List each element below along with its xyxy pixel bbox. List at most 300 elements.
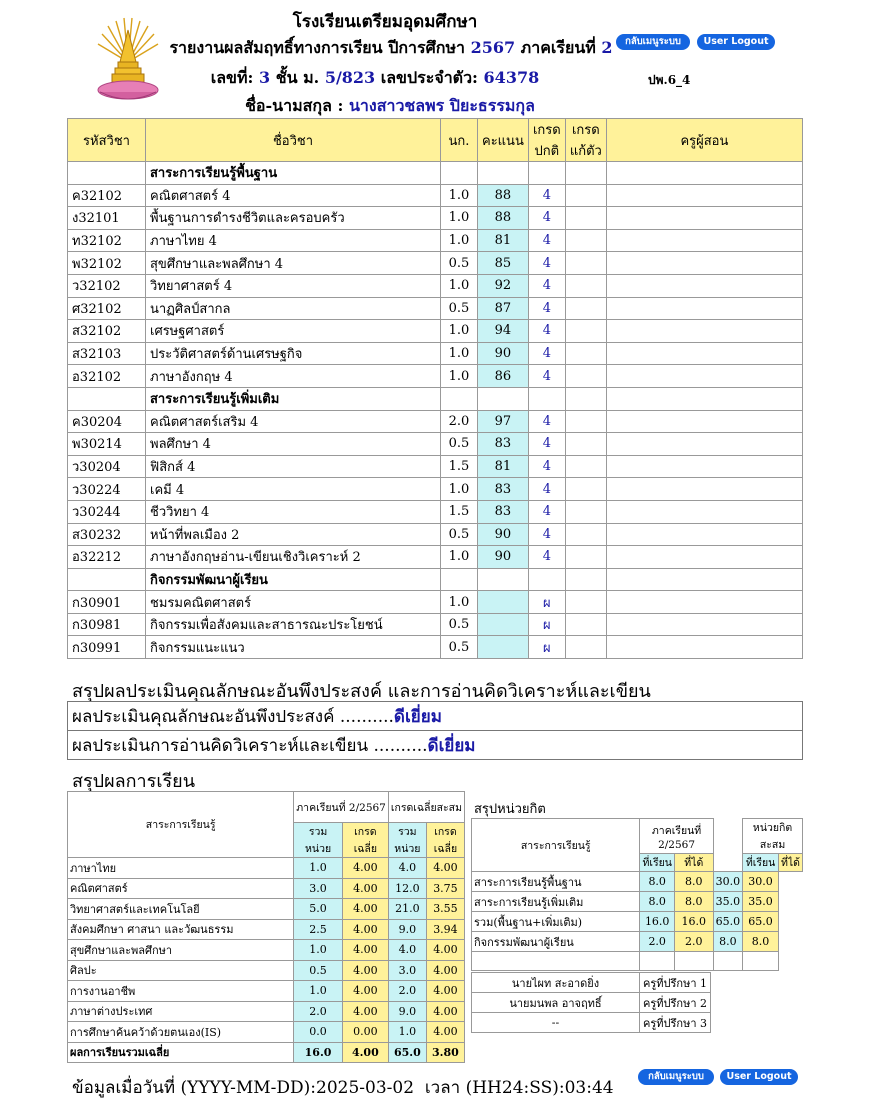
subject-credit: 1.0 — [441, 207, 478, 230]
subject-code: ส32102 — [68, 320, 146, 343]
subject-name: คณิตศาสตร์ 4 — [146, 184, 441, 207]
summary-row — [68, 981, 465, 1002]
subject-teacher — [606, 274, 802, 297]
id-value: 64378 — [483, 68, 540, 87]
summary-area: ภาษาต่างประเทศ — [68, 1001, 294, 1022]
subject-code: ก30901 — [68, 591, 146, 614]
subject-code: ศ32102 — [68, 297, 146, 320]
time-value: 03:44 — [564, 1078, 614, 1098]
units-title: สรุปหน่วยกิต — [474, 802, 546, 817]
summary-units-term: 3.0 — [294, 878, 343, 899]
academic-year: 2567 — [470, 38, 516, 57]
units-get-cum: 30.0 — [743, 872, 779, 892]
subject-grade: 4 — [528, 207, 565, 230]
subject-grade: 4 — [528, 478, 565, 501]
table-row — [68, 478, 803, 501]
summary-gpa-term: 4.00 — [342, 1001, 388, 1022]
table-row — [68, 636, 803, 659]
units-get-cum: 8.0 — [743, 932, 779, 952]
summary-units-cum: 3.0 — [388, 960, 426, 981]
summary-row — [68, 1022, 465, 1043]
subject-score: 97 — [478, 410, 529, 433]
summary-gpa-cum: 3.75 — [426, 878, 464, 899]
subject-score: 90 — [478, 342, 529, 365]
report-prefix: รายงานผลสัมฤทธิ์ทางการเรียน ปีการศึกษา — [169, 38, 465, 57]
back-to-menu-button-bottom[interactable]: กลับเมนูระบบ — [638, 1069, 714, 1085]
units-get-cum: 65.0 — [743, 912, 779, 932]
units-study-term: 8.0 — [640, 872, 674, 892]
summary-row — [68, 899, 465, 920]
summary-gpa-cum: 3.80 — [426, 1042, 464, 1063]
subject-credit: 0.5 — [441, 613, 478, 636]
summary-total-row — [68, 1042, 465, 1063]
col-teacher: ครูผู้สอน — [606, 119, 802, 162]
summary-row — [68, 919, 465, 940]
col-code: รหัสวิชา — [68, 119, 146, 162]
back-to-menu-button[interactable]: กลับเมนูระบบ — [616, 34, 690, 50]
subject-score: 92 — [478, 274, 529, 297]
number-label: เลขที่: — [210, 68, 254, 87]
advisor-name: นายมนพล อาจฤทธิ์ — [472, 993, 640, 1013]
subject-credit: 1.5 — [441, 455, 478, 478]
subject-score: 81 — [478, 229, 529, 252]
subject-teacher — [606, 365, 802, 388]
table-row — [68, 365, 803, 388]
evaluation-box — [67, 701, 803, 760]
subject-name: ชมรมคณิตศาสตร์ — [146, 591, 441, 614]
summary-units-term: 0.5 — [294, 960, 343, 981]
subject-teacher — [606, 252, 802, 275]
sum-col-term: ภาคเรียนที่ 2/2567 — [294, 792, 389, 823]
subject-name: กิจกรรมแนะแนว — [146, 636, 441, 659]
date-value: 2025-03-02 — [316, 1078, 415, 1098]
units-get-term: 2.0 — [674, 932, 713, 952]
reading-value: ดีเยี่ยม — [427, 735, 476, 756]
subject-grade: 4 — [528, 297, 565, 320]
summary-row — [68, 878, 465, 899]
subject-teacher — [606, 207, 802, 230]
subject-credit: 1.0 — [441, 546, 478, 569]
section-row — [68, 387, 803, 410]
subject-score: 90 — [478, 523, 529, 546]
subject-grade: 4 — [528, 455, 565, 478]
term-label: ภาคเรียนที่ — [520, 38, 596, 57]
table-row — [68, 297, 803, 320]
subject-score: 86 — [478, 365, 529, 388]
subject-teacher — [606, 320, 802, 343]
subject-regrade — [565, 207, 606, 230]
subject-grade: 4 — [528, 342, 565, 365]
advisor-row — [472, 973, 711, 993]
subject-score: 94 — [478, 320, 529, 343]
subject-regrade — [565, 229, 606, 252]
summary-gpa-cum: 3.55 — [426, 899, 464, 920]
number-value: 3 — [259, 68, 271, 87]
summary-gpa-term: 4.00 — [342, 1042, 388, 1063]
subject-teacher — [606, 184, 802, 207]
subject-regrade — [565, 500, 606, 523]
subject-regrade — [565, 523, 606, 546]
student-info — [200, 66, 550, 91]
subject-credit: 0.5 — [441, 252, 478, 275]
subject-name: เคมี 4 — [146, 478, 441, 501]
summary-gpa-term: 4.00 — [342, 981, 388, 1002]
subject-grade: ผ — [528, 613, 565, 636]
units-study-term: 2.0 — [640, 932, 674, 952]
grades-table — [67, 118, 803, 659]
subject-teacher — [606, 636, 802, 659]
subject-grade: 4 — [528, 433, 565, 456]
subject-grade: 4 — [528, 523, 565, 546]
subject-name: ภาษาอังกฤษอ่าน-เขียนเชิงวิเคราะห์ 2 — [146, 546, 441, 569]
subject-teacher — [606, 478, 802, 501]
subject-code: ส30232 — [68, 523, 146, 546]
subject-regrade — [565, 252, 606, 275]
subject-name: วิทยาศาสตร์ 4 — [146, 274, 441, 297]
form-code: ปพ.6_4 — [648, 73, 691, 87]
subject-regrade — [565, 433, 606, 456]
subject-regrade — [565, 184, 606, 207]
subject-grade: 4 — [528, 410, 565, 433]
units-study-term: 16.0 — [640, 912, 674, 932]
summary-row — [68, 858, 465, 879]
term-value: 2 — [601, 38, 613, 57]
summary-units-cum: 9.0 — [388, 1001, 426, 1022]
units-col-cum: หน่วยกิตสะสม — [743, 819, 803, 854]
subject-code: ว30244 — [68, 500, 146, 523]
units-study-cum: 35.0 — [713, 892, 743, 912]
sum-sub-gpa: เกรดเฉลี่ย — [342, 823, 388, 858]
subject-teacher — [606, 433, 802, 456]
subject-credit: 0.5 — [441, 433, 478, 456]
summary-gpa-cum: 4.00 — [426, 1022, 464, 1043]
table-row — [68, 274, 803, 297]
units-study-term: 8.0 — [640, 892, 674, 912]
subject-credit: 1.0 — [441, 274, 478, 297]
units-row — [472, 872, 803, 892]
table-row — [68, 500, 803, 523]
units-get-term: 16.0 — [674, 912, 713, 932]
summary-units-term: 2.0 — [294, 1001, 343, 1022]
units-area: กิจกรรมพัฒนาผู้เรียน — [472, 932, 640, 952]
logout-button-bottom[interactable]: User Logout — [720, 1069, 798, 1085]
units-area: สาระการเรียนรู้พื้นฐาน — [472, 872, 640, 892]
subject-regrade — [565, 455, 606, 478]
sum-sub-gpa-cum: เกรดเฉลี่ย — [426, 823, 464, 858]
subject-score: 81 — [478, 455, 529, 478]
subject-credit: 0.5 — [441, 523, 478, 546]
subject-teacher — [606, 591, 802, 614]
student-name-line — [230, 94, 550, 119]
summary-gpa-cum: 4.00 — [426, 940, 464, 961]
subject-grade: 4 — [528, 546, 565, 569]
trait-value: ดีเยี่ยม — [393, 706, 442, 727]
subject-regrade — [565, 636, 606, 659]
subject-regrade — [565, 320, 606, 343]
summary-area: ศิลปะ — [68, 960, 294, 981]
subject-name: ภาษาอังกฤษ 4 — [146, 365, 441, 388]
summary-area: ภาษาไทย — [68, 858, 294, 879]
sum-sub-units-cum: รวมหน่วย — [388, 823, 426, 858]
summary-units-cum: 9.0 — [388, 919, 426, 940]
units-sub-study: ที่เรียน — [640, 854, 674, 872]
subject-grade: 4 — [528, 365, 565, 388]
subject-code: ท32102 — [68, 229, 146, 252]
table-row — [68, 433, 803, 456]
subject-score: 88 — [478, 184, 529, 207]
table-row — [68, 184, 803, 207]
subject-score — [478, 591, 529, 614]
summary-gpa-cum: 4.00 — [426, 1001, 464, 1022]
subject-name: ประวัติศาสตร์ด้านเศรษฐกิจ — [146, 342, 441, 365]
report-title — [166, 36, 616, 61]
time-label: เวลา (HH24:SS): — [424, 1078, 565, 1098]
subject-grade: 4 — [528, 500, 565, 523]
units-row — [472, 932, 803, 952]
subject-regrade — [565, 342, 606, 365]
date-label: ข้อมูลเมื่อวันที่ (YYYY-MM-DD): — [72, 1078, 317, 1098]
subject-name: กิจกรรมเพื่อสังคมและสาธารณะประโยชน์ — [146, 613, 441, 636]
units-get-term: 8.0 — [674, 892, 713, 912]
subject-score: 83 — [478, 500, 529, 523]
units-col-area: สาระการเรียนรู้ — [472, 819, 640, 872]
subject-credit: 2.0 — [441, 410, 478, 433]
units-blank — [472, 952, 640, 971]
class-value: 5/823 — [324, 68, 376, 87]
table-row — [68, 229, 803, 252]
summary-area: การงานอาชีพ — [68, 981, 294, 1002]
section-row — [68, 162, 803, 185]
summary-units-cum: 1.0 — [388, 1022, 426, 1043]
summary-units-term: 0.0 — [294, 1022, 343, 1043]
subject-name: เศรษฐศาสตร์ — [146, 320, 441, 343]
subject-name: พื้นฐานการดำรงชีวิตและครอบครัว — [146, 207, 441, 230]
subject-code: ส32103 — [68, 342, 146, 365]
table-row — [68, 546, 803, 569]
units-study-cum: 8.0 — [713, 932, 743, 952]
summary-gpa-term: 4.00 — [342, 899, 388, 920]
summary-gpa-term: 4.00 — [342, 878, 388, 899]
subject-teacher — [606, 613, 802, 636]
table-row — [68, 342, 803, 365]
table-row — [68, 523, 803, 546]
subject-score: 83 — [478, 433, 529, 456]
subject-teacher — [606, 523, 802, 546]
subject-score — [478, 613, 529, 636]
summary-units-cum: 4.0 — [388, 940, 426, 961]
subject-name: พลศึกษา 4 — [146, 433, 441, 456]
summary-units-cum: 2.0 — [388, 981, 426, 1002]
summary-gpa-cum: 4.00 — [426, 960, 464, 981]
summary-area: การศึกษาค้นคว้าด้วยตนเอง(IS) — [68, 1022, 294, 1043]
subject-credit: 1.0 — [441, 342, 478, 365]
sum-sub-units: รวมหน่วย — [294, 823, 343, 858]
subject-code: อ32212 — [68, 546, 146, 569]
section-row — [68, 568, 803, 591]
units-row — [472, 892, 803, 912]
subject-credit: 0.5 — [441, 636, 478, 659]
reading-label: ผลประเมินการอ่านคิดวิเคราะห์และเขียน .......... — [72, 735, 428, 756]
col-regrade: เกรด แก้ตัว — [565, 119, 606, 162]
sum-col-area: สาระการเรียนรู้ — [68, 792, 294, 858]
section-title: สาระการเรียนรู้เพิ่มเติม — [146, 387, 441, 410]
subject-code: ค32102 — [68, 184, 146, 207]
units-get-cum: 35.0 — [743, 892, 779, 912]
subject-credit: 1.0 — [441, 591, 478, 614]
subject-code: ค30204 — [68, 410, 146, 433]
summary-units-term: 1.0 — [294, 858, 343, 879]
subject-code: ง32101 — [68, 207, 146, 230]
grades-header-row — [68, 119, 803, 162]
section-title: กิจกรรมพัฒนาผู้เรียน — [146, 568, 441, 591]
table-row — [68, 455, 803, 478]
summary-row — [68, 960, 465, 981]
subject-score — [478, 636, 529, 659]
subject-teacher — [606, 500, 802, 523]
sum-col-cum: เกรดเฉลี่ยสะสม — [388, 792, 464, 823]
subject-credit: 1.0 — [441, 365, 478, 388]
footer-timestamp — [72, 1074, 614, 1101]
subject-grade: 4 — [528, 229, 565, 252]
subject-credit: 1.5 — [441, 500, 478, 523]
subject-regrade — [565, 546, 606, 569]
summary-area: คณิตศาสตร์ — [68, 878, 294, 899]
subject-grade: ผ — [528, 591, 565, 614]
summary-area: ผลการเรียนรวมเฉลี่ย — [68, 1042, 294, 1063]
advisor-row — [472, 1013, 711, 1033]
school-logo — [88, 16, 168, 108]
advisor-name: นายไผท สะอาดยิ่ง — [472, 973, 640, 993]
table-row — [68, 591, 803, 614]
subject-code: ว32102 — [68, 274, 146, 297]
advisor-role: ครูที่ปรึกษา 2 — [640, 993, 711, 1013]
summary-gpa-cum: 4.00 — [426, 858, 464, 879]
summary-units-cum: 65.0 — [388, 1042, 426, 1063]
summary-units-cum: 4.0 — [388, 858, 426, 879]
subject-code: ว30224 — [68, 478, 146, 501]
subject-code: ก30991 — [68, 636, 146, 659]
summary-units-term: 16.0 — [294, 1042, 343, 1063]
table-row — [68, 613, 803, 636]
reading-evaluation — [68, 731, 803, 760]
summary-gpa-term: 4.00 — [342, 919, 388, 940]
subject-grade: 4 — [528, 252, 565, 275]
section-title: สาระการเรียนรู้พื้นฐาน — [146, 162, 441, 185]
class-label: ชั้น ม. — [275, 68, 320, 87]
col-score: คะแนน — [478, 119, 529, 162]
summary-units-term: 1.0 — [294, 981, 343, 1002]
subject-regrade — [565, 365, 606, 388]
subject-code: พ30214 — [68, 433, 146, 456]
subject-name: ภาษาไทย 4 — [146, 229, 441, 252]
summary-units-term: 5.0 — [294, 899, 343, 920]
id-label: เลขประจำตัว: — [380, 68, 478, 87]
subject-teacher — [606, 342, 802, 365]
summary-row — [68, 1001, 465, 1022]
subject-regrade — [565, 591, 606, 614]
summary-gpa-term: 0.00 — [342, 1022, 388, 1043]
trait-label: ผลประเมินคุณลักษณะอันพึงประสงค์ .......... — [72, 706, 394, 727]
units-col-term: ภาคเรียนที่ 2/2567 — [640, 819, 713, 854]
subject-credit: 1.0 — [441, 184, 478, 207]
subject-name: ชีววิทยา 4 — [146, 500, 441, 523]
subject-teacher — [606, 297, 802, 320]
units-get-term: 8.0 — [674, 872, 713, 892]
summary-gpa-cum: 3.94 — [426, 919, 464, 940]
student-name: นางสาวชลพร ปิยะธรรมกุล — [348, 96, 535, 115]
units-area: สาระการเรียนรู้เพิ่มเติม — [472, 892, 640, 912]
summary-units-cum: 12.0 — [388, 878, 426, 899]
advisor-row — [472, 993, 711, 1013]
evaluation-title: สรุปผลประเมินคุณลักษณะอันพึงประสงค์ และการอ่านคิดวิเคราะห์และเขียน — [72, 681, 651, 702]
units-table — [471, 818, 803, 971]
grade-summary-table — [67, 791, 465, 1063]
subject-regrade — [565, 297, 606, 320]
subject-teacher — [606, 410, 802, 433]
table-row — [68, 252, 803, 275]
units-sub-study-cum: ที่เรียน — [743, 854, 779, 872]
subject-credit: 1.0 — [441, 229, 478, 252]
subject-credit: 1.0 — [441, 320, 478, 343]
subject-credit: 0.5 — [441, 297, 478, 320]
subject-grade: 4 — [528, 274, 565, 297]
subject-code: ว30204 — [68, 455, 146, 478]
advisor-role: ครูที่ปรึกษา 1 — [640, 973, 711, 993]
subject-teacher — [606, 546, 802, 569]
units-area: รวม(พื้นฐาน+เพิ่มเติม) — [472, 912, 640, 932]
summary-gpa-term: 4.00 — [342, 858, 388, 879]
col-credit: นก. — [441, 119, 478, 162]
subject-teacher — [606, 229, 802, 252]
subject-code: ก30981 — [68, 613, 146, 636]
name-label: ชื่อ-นามสกุล : — [245, 96, 344, 115]
units-row — [472, 912, 803, 932]
summary-units-cum: 21.0 — [388, 899, 426, 920]
col-subject: ชื่อวิชา — [146, 119, 441, 162]
subject-name: หน้าที่พลเมือง 2 — [146, 523, 441, 546]
trait-evaluation — [68, 702, 803, 731]
subject-regrade — [565, 274, 606, 297]
units-gap — [713, 819, 743, 872]
advisor-role: ครูที่ปรึกษา 3 — [640, 1013, 711, 1033]
logout-button[interactable]: User Logout — [697, 34, 775, 50]
subject-score: 90 — [478, 546, 529, 569]
subject-name: คณิตศาสตร์เสริม 4 — [146, 410, 441, 433]
table-row — [68, 410, 803, 433]
subject-grade: ผ — [528, 636, 565, 659]
units-sub-get-cum: ที่ได้ — [778, 854, 802, 872]
subject-credit: 1.0 — [441, 478, 478, 501]
subject-name: นาฏศิลป์สากล — [146, 297, 441, 320]
units-study-cum: 65.0 — [713, 912, 743, 932]
advisors-table — [471, 972, 711, 1033]
subject-regrade — [565, 613, 606, 636]
summary-gpa-term: 4.00 — [342, 960, 388, 981]
advisor-name: -- — [472, 1013, 640, 1033]
col-grade: เกรด ปกติ — [528, 119, 565, 162]
subject-code: อ32102 — [68, 365, 146, 388]
table-row — [68, 320, 803, 343]
subject-grade: 4 — [528, 320, 565, 343]
subject-score: 85 — [478, 252, 529, 275]
summary-gpa-term: 4.00 — [342, 940, 388, 961]
summary-area: สังคมศึกษา ศาสนา และวัฒนธรรม — [68, 919, 294, 940]
table-row — [68, 207, 803, 230]
summary-gpa-cum: 4.00 — [426, 981, 464, 1002]
school-name: โรงเรียนเตรียมอุดมศึกษา — [292, 12, 478, 32]
subject-score: 87 — [478, 297, 529, 320]
subject-score: 83 — [478, 478, 529, 501]
